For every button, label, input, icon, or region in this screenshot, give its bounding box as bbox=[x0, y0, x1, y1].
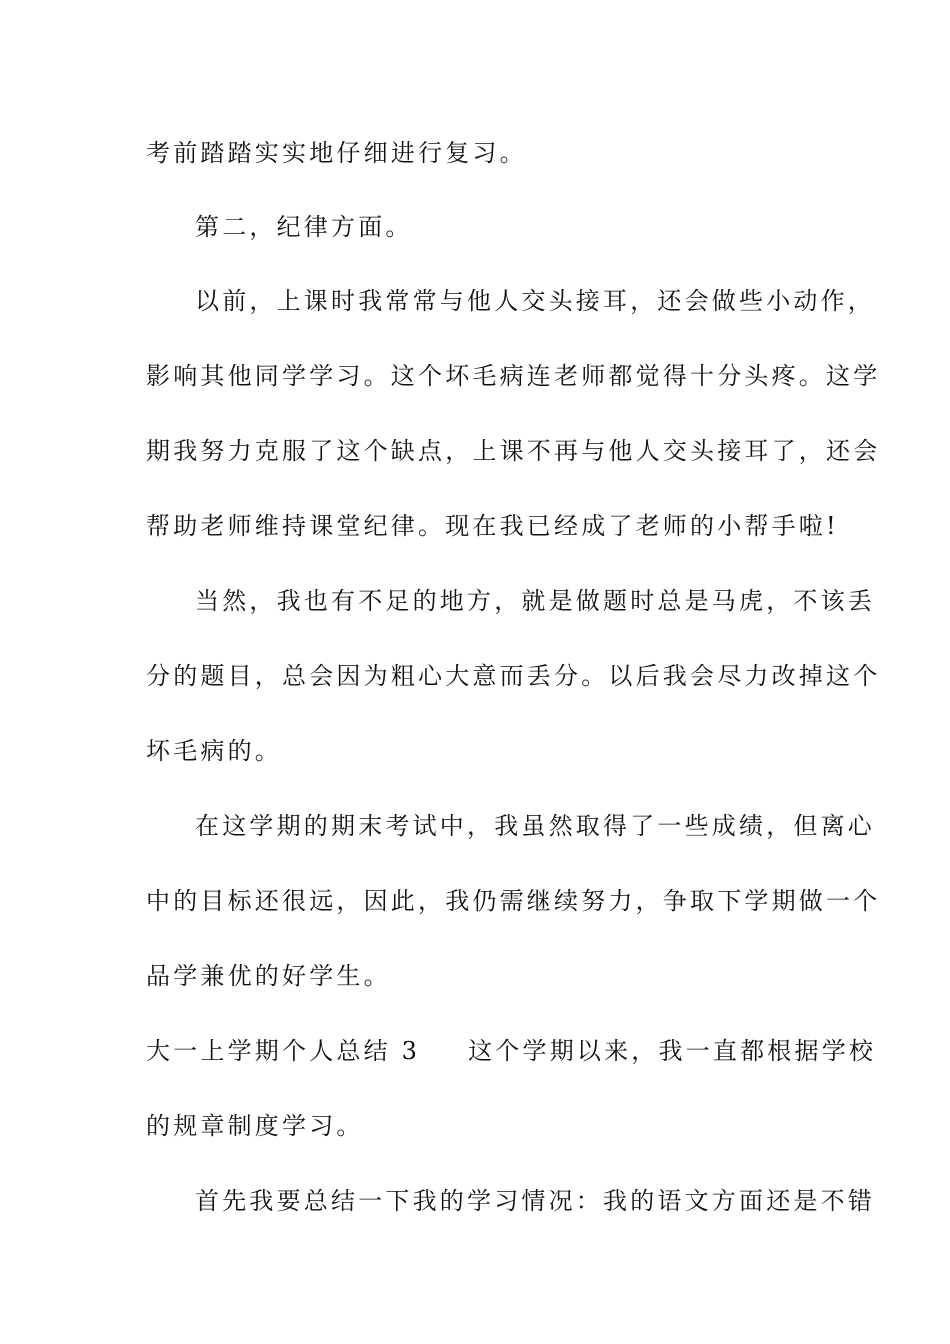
text-line: 首先我要总结一下我的学习情况：我的语文方面还是不错 bbox=[195, 1187, 875, 1215]
text-line: 这个学期以来，我一直都根据学校 bbox=[468, 1037, 877, 1065]
text-line: 分的题目，总会因为粗心大意而丢分。以后我会尽力改掉这个 bbox=[146, 662, 881, 690]
text-line: 中的目标还很远，因此，我仍需继续努力，争取下学期做一个 bbox=[146, 887, 881, 915]
section-title: 大一上学期个人总结 3 bbox=[146, 1037, 421, 1065]
text-line: 帮助老师维持课堂纪律。现在我已经成了老师的小帮手啦! bbox=[146, 512, 839, 540]
text-line: 以前，上课时我常常与他人交头接耳，还会做些小动作， bbox=[195, 287, 875, 315]
text-line: 在这学期的期末考试中，我虽然取得了一些成绩，但离心 bbox=[195, 812, 875, 840]
text-line: 期我努力克服了这个缺点，上课不再与他人交头接耳了，还会 bbox=[146, 437, 881, 465]
text-line: 考前踏踏实实地仔细进行复习。 bbox=[146, 139, 527, 167]
section-heading-line bbox=[146, 1036, 877, 1066]
text-line: 坏毛病的。 bbox=[146, 737, 282, 765]
text-line: 品学兼优的好学生。 bbox=[146, 962, 391, 990]
text-line: 的规章制度学习。 bbox=[146, 1112, 364, 1140]
text-line: 第二，纪律方面。 bbox=[195, 213, 413, 241]
text-line: 当然，我也有不足的地方，就是做题时总是马虎，不该丢 bbox=[195, 587, 875, 615]
text-line: 影响其他同学学习。这个坏毛病连老师都觉得十分头疼。这学 bbox=[146, 362, 881, 390]
